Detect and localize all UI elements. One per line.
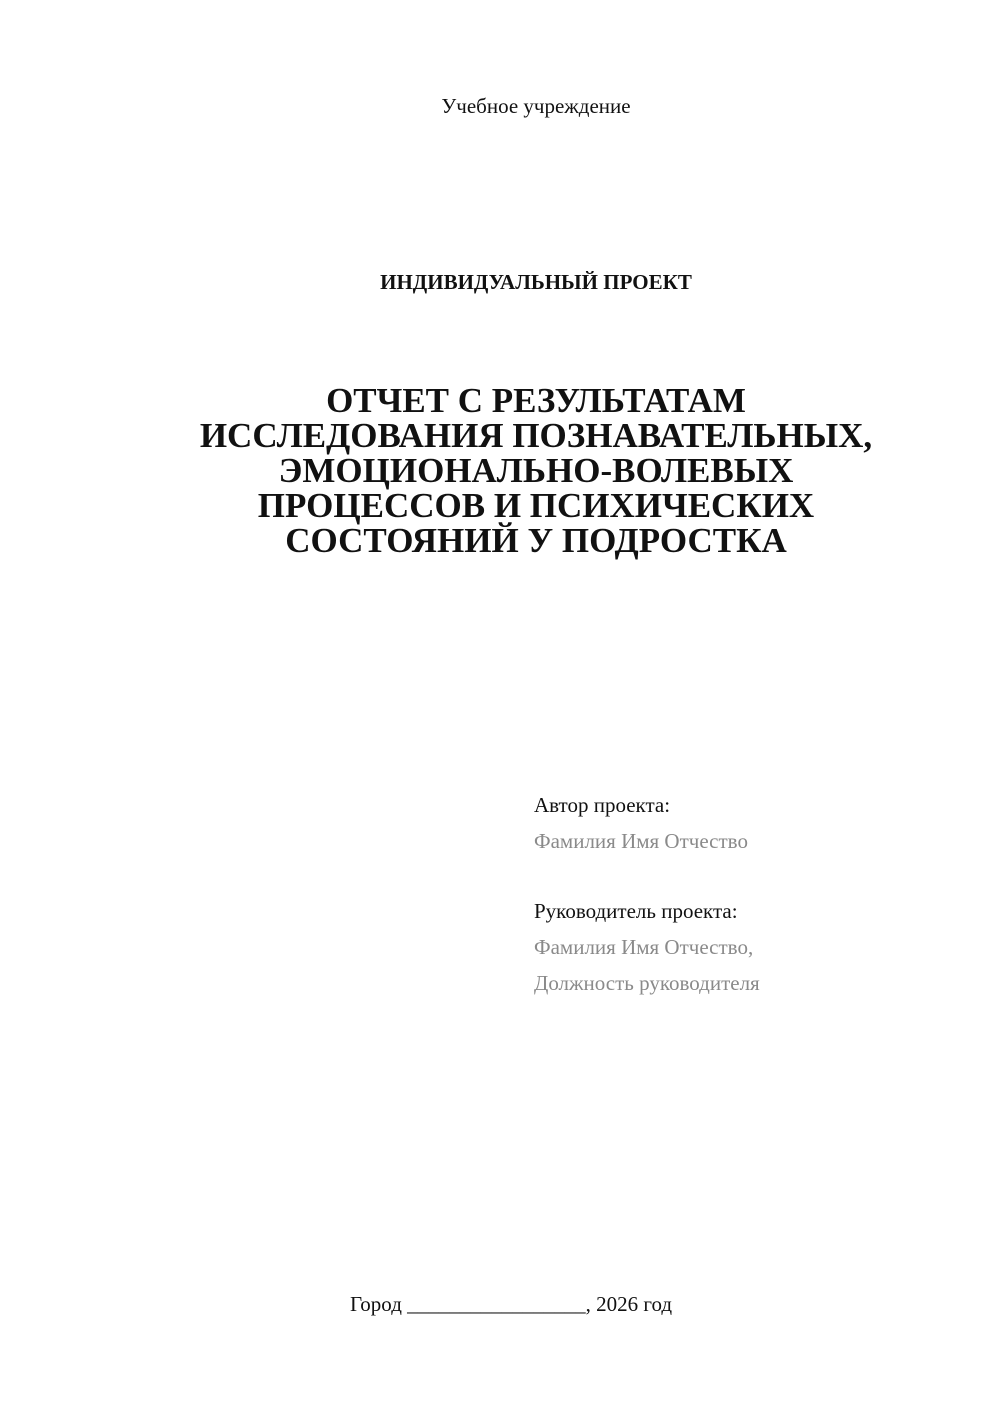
institution-name: Учебное учреждение <box>441 94 631 118</box>
project-people <box>534 787 974 1001</box>
document-title <box>150 383 922 558</box>
author-name: Фамилия Имя Отчество <box>534 829 748 853</box>
supervisor-position: Должность руководителя <box>534 971 760 995</box>
title-line: ПРОЦЕССОВ И ПСИХИЧЕСКИХ <box>257 486 815 525</box>
supervisor-label: Руководитель проекта: <box>534 899 738 923</box>
supervisor-name: Фамилия Имя Отчество, <box>534 935 754 959</box>
spacer <box>534 859 974 893</box>
title-line: СОСТОЯНИЙ У ПОДРОСТКА <box>285 521 787 560</box>
city-year-footer: Город _________________, 2026 год <box>350 1292 673 1316</box>
project-type: ИНДИВИДУАЛЬНЫЙ ПРОЕКТ <box>380 270 692 294</box>
title-line: ЭМОЦИОНАЛЬНО-ВОЛЕВЫХ <box>278 451 794 490</box>
author-label: Автор проекта: <box>534 793 671 817</box>
title-line: ОТЧЕТ С РЕЗУЛЬТАТАМ <box>326 381 746 420</box>
title-line: ИССЛЕДОВАНИЯ ПОЗНАВАТЕЛЬНЫХ, <box>199 416 873 455</box>
